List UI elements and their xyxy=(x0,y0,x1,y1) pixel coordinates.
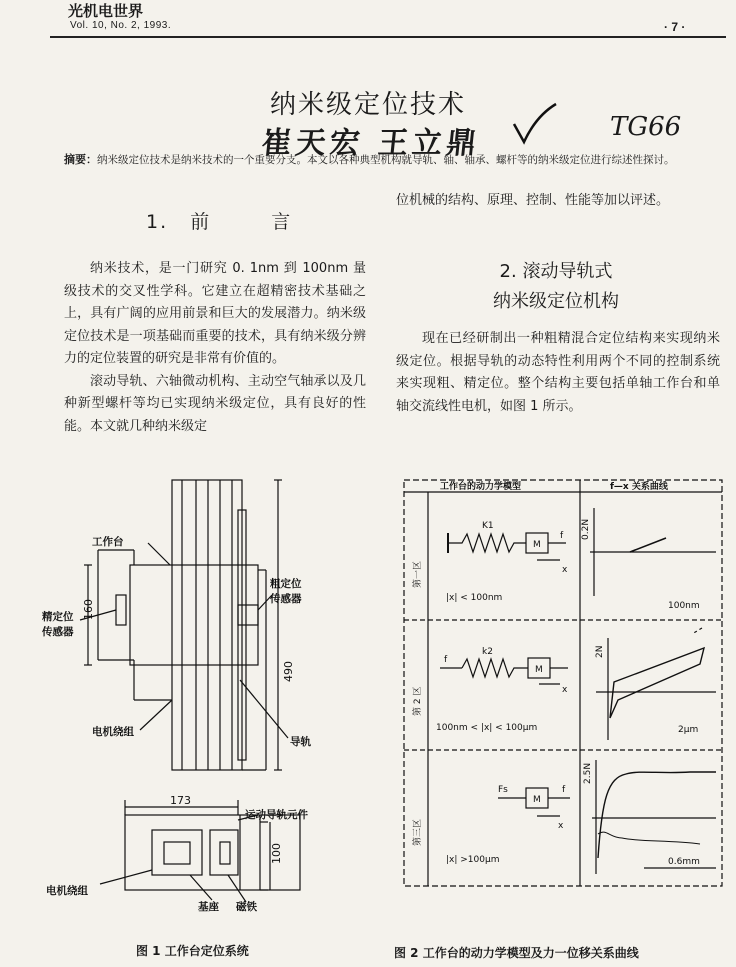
page-number: · 7 · xyxy=(664,20,686,34)
handwritten-annotation: TG66 xyxy=(610,112,682,142)
fig2-force-3: f xyxy=(562,785,566,795)
label-worktable: 工作台 xyxy=(92,536,124,548)
fig2-ytick-2: 2N xyxy=(595,645,605,658)
label-base: 基座 xyxy=(198,901,219,913)
fig2-region-3: 第三区 xyxy=(413,818,423,846)
journal-name: 光机电世界 xyxy=(68,2,144,20)
figure2-caption: 图 2 工作台的动力学模型及力一位移关系曲线 xyxy=(394,946,639,960)
fig2-cond-2: 100nm < |x| < 100μm xyxy=(436,723,538,733)
fig2-xscale-2: 2μm xyxy=(678,725,699,735)
fig2-xscale-3: 0.6mm xyxy=(668,857,700,867)
authors: 崔天宏 王立鼎 xyxy=(259,126,482,161)
right-column-continuation xyxy=(396,190,720,213)
fig2-spring-2: k2 xyxy=(482,647,493,657)
figure1-diagram xyxy=(40,470,370,935)
fig2-region-1: 第一区 xyxy=(413,560,423,588)
fig2-disp-3: x xyxy=(558,821,564,831)
section2-line1: 2. 滚动导轨式 xyxy=(499,261,613,282)
figure2-diagram xyxy=(400,478,726,890)
worktable-block xyxy=(130,565,258,665)
volume-info: Vol. 10, No. 2, 1993. xyxy=(70,20,172,31)
label-coarse-sensor-1: 粗定位 xyxy=(270,578,302,590)
fig2-spring-1: K1 xyxy=(482,521,494,531)
label-fine-sensor-1: 精定位 xyxy=(42,611,74,623)
section1-heading xyxy=(146,207,292,234)
fig2-ytick-1: 0.2N xyxy=(581,518,591,540)
abstract-label: 摘要： xyxy=(64,153,97,166)
abstract xyxy=(64,150,684,170)
fig2-mass-2: M xyxy=(535,665,543,675)
article-title: 纳米级定位技术 xyxy=(269,90,466,120)
label-motor-bottom: 电机绕组 xyxy=(46,885,88,897)
label-guide: 导轨 xyxy=(290,736,311,748)
checkmark-icon xyxy=(510,100,560,148)
label-fine-sensor-2: 传感器 xyxy=(42,626,74,638)
label-magnet: 磁铁 xyxy=(236,901,257,913)
fig2-col2-header: f—x 关系曲线 xyxy=(610,482,668,492)
fig2-col1-header: 工作台的动力学模型 xyxy=(440,482,522,492)
fig2-cond-1: |x| < 100nm xyxy=(446,593,503,603)
fig2-xscale-1: 100nm xyxy=(668,601,700,611)
fig2-friction-3: Fs xyxy=(498,785,508,795)
fig2-disp-2: x xyxy=(562,685,568,695)
dim-173: 173 xyxy=(170,794,191,807)
dim-490: 490 xyxy=(282,661,295,682)
dim-160: 160 xyxy=(82,599,95,620)
section1-word1: 前 xyxy=(190,211,212,233)
section2-body xyxy=(396,328,720,418)
fig2-ytick-3: 2.5N xyxy=(583,762,593,784)
label-motor-top: 电机绕组 xyxy=(92,726,134,738)
section2-line2: 纳米级定位机构 xyxy=(493,291,619,312)
paragraph: 现在已经研制出一种粗精混合定位结构来实现纳米级定位。根据导轨的动态特性利用两个不同的控制系统来实现粗、精定位。整个结构主要包括单轴工作台和单轴交流线性电机，如图 1 所示。 xyxy=(396,331,720,414)
fig2-region-2: 第 2 区 xyxy=(413,686,423,716)
fig2-mass-1: M xyxy=(533,540,541,550)
label-coarse-sensor-2: 传感器 xyxy=(270,593,302,605)
section1-num: 1. xyxy=(146,211,169,233)
paragraph: 纳米技术，是一门研究 0. 1nm 到 100nm 量级技术的交叉性学科。它建立在超精密技术基础之上，具有广阔的应用前景和巨大的发展潜力。纳米级定位技术是一项基础而重要的技术，具有纳米级分辨力的定位装置的研究是非常有价值的。 xyxy=(64,261,366,366)
paragraph: 滚动导轨、六轴微动机构、主动空气轴承以及几种新型螺杆等均已实现纳米级定位，具有良好的性能。本文就几种纳米级定 xyxy=(64,373,366,434)
paragraph: 位机械的结构、原理、控制、性能等加以评述。 xyxy=(396,193,670,208)
fig2-mass-3: M xyxy=(533,795,541,805)
left-column-text xyxy=(64,258,366,438)
fig2-disp-1: x xyxy=(562,565,568,575)
abstract-text: 纳米级定位技术是纳米技术的一个重要分支。本文以各种典型机构就导轨、轴、轴承、螺杆等的纳米级定位进行综述性探讨。 xyxy=(97,154,675,166)
dim-100: 100 xyxy=(270,843,283,864)
figure1-caption: 图 1 工作台定位系统 xyxy=(136,944,249,958)
label-moving-part: 运动导轨元件 xyxy=(245,809,308,821)
fig2-cond-3: |x| >100μm xyxy=(446,855,500,865)
section1-word2: 言 xyxy=(271,211,293,233)
section2-heading xyxy=(386,257,726,317)
fig2-force-2: f xyxy=(444,655,448,665)
fig2-force-1: f xyxy=(560,531,564,541)
header-rule xyxy=(50,36,726,38)
